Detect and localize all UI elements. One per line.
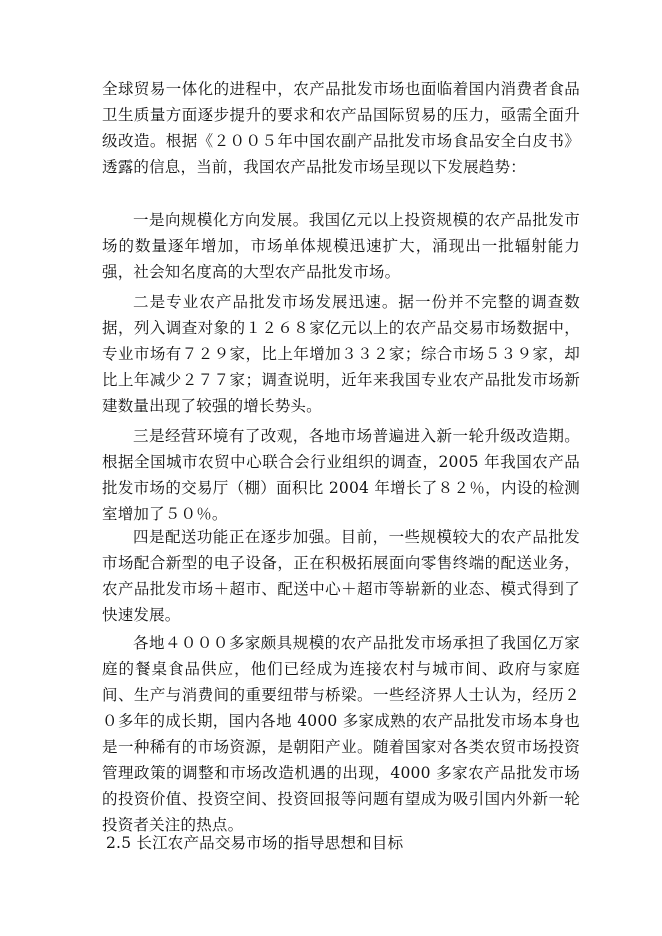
trend-paragraph-scale: 一是向规模化方向发展。我国亿元以上投资规模的农产品批发市场的数量逐年增加，市场单体规模迅速扩大，涌现出一批辐射能力强，社会知名度高的大型农产品批发市场。 xyxy=(102,211,580,281)
intro-paragraph: 全球贸易一体化的进程中，农产品批发市场也面临着国内消费者食品卫生质量方面逐步提升的要求和农产品国际贸易的压力，亟需全面升级改造。根据《２００５年中国农副产品批发市场食品安全白皮书》透露的信息，当前，我国农产品批发市场呈现以下发展趋势： xyxy=(102,80,580,176)
trend-paragraph-environment: 三是经营环境有了改观，各地市场普遍进入新一轮升级改造期。根据全国城市农贸中心联合会行业组织的调查，2005 年我国农产品批发市场的交易厅（棚）面积比 2004 年增长了８２％，内设的检测室增加了５０％。 xyxy=(102,427,580,523)
market-value-paragraph: 各地４０００多家颇具规模的农产品批发市场承担了我国亿万家庭的餐桌食品供应，他们已经成为连接农村与城市间、政府与家庭间、生产与消费间的重要纽带与桥梁。一些经济界人士认为，经历２０多年的成长期，国内各地 4000 多家成熟的农产品批发市场本身也是一种稀有的市场资源，是朝阳产业。随着国家对各类农贸市场投资管理政策的调整和市场改造机遇的出现，4000 多家农产品批发市场的投资价值、投资空间、投资回报等问题有望成为吸引国内外新一轮投资者关注的热点。 xyxy=(102,634,580,834)
section-heading: 2.5 长江农产品交易市场的指导思想和目标 xyxy=(106,834,404,852)
trend-paragraph-specialization: 二是专业农产品批发市场发展迅速。据一份并不完整的调查数据，列入调查对象的１２６８家亿元以上的农产品交易市场数据中，专业市场有７２９家，比上年增加３３２家；综合市场５３９家，却比上年减少２７７家；调查说明，近年来我国专业农产品批发市场新建数量出现了较强的增长势头。 xyxy=(102,293,580,415)
trend-paragraph-distribution: 四是配送功能正在逐步加强。目前，一些规模较大的农产品批发市场配合新型的电子设备，正在积极拓展面向零售终端的配送业务，农产品批发市场＋超市、配送中心＋超市等崭新的业态、模式得到了快速发展。 xyxy=(102,528,580,624)
